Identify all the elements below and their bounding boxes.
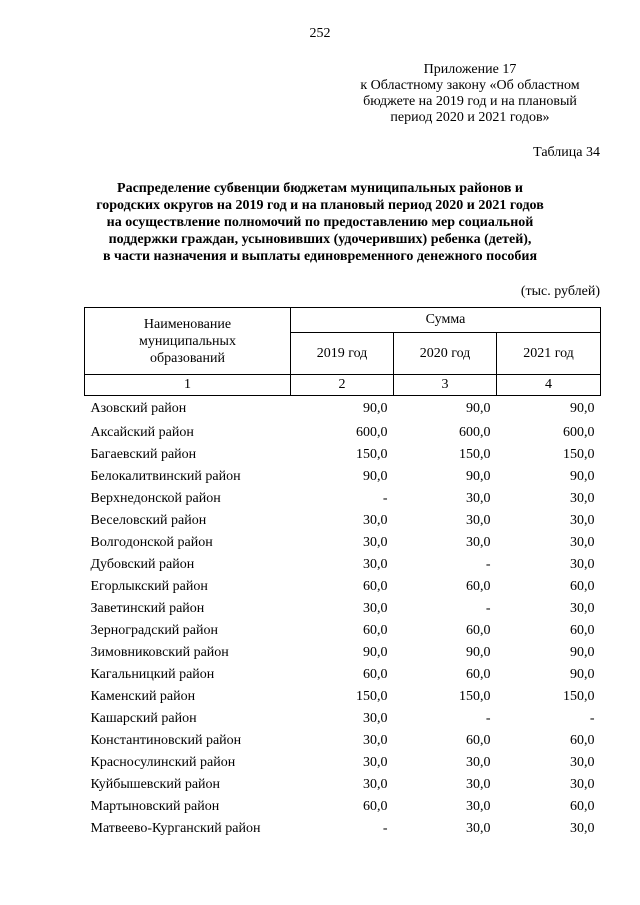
value-2020: 30,0 [466, 798, 491, 814]
value-2021: 30,0 [570, 600, 595, 616]
value-2019: 30,0 [363, 754, 388, 770]
value-2020: 90,0 [466, 468, 491, 484]
title-line-1: Распределение субвенции бюджетам муниципальных районов и [117, 181, 523, 196]
header-row-top [85, 308, 601, 333]
table-row [85, 708, 601, 730]
appendix-header [340, 62, 600, 126]
value-2021: 60,0 [570, 732, 595, 748]
column-number: 2 [291, 375, 394, 396]
value-2021: 60,0 [570, 798, 595, 814]
municipality-name: Кашарский район [90, 710, 197, 726]
municipality-name: Дубовский район [90, 556, 195, 572]
table-row [85, 774, 601, 796]
value-2019: 30,0 [363, 710, 388, 726]
value-2020: 150,0 [459, 446, 491, 462]
value-2020: 90,0 [466, 644, 491, 660]
table-row [85, 422, 601, 444]
value-2020: 30,0 [466, 534, 491, 550]
table-row [85, 488, 601, 510]
municipality-name: Аксайский район [90, 424, 194, 440]
table-label: Таблица 34 [533, 145, 600, 160]
table-row [85, 752, 601, 774]
value-2019: 30,0 [363, 600, 388, 616]
header-name-line-2: муниципальных [139, 333, 236, 349]
title-line-2: городских округов на 2019 год и на плановый период 2020 и 2021 годов [96, 198, 544, 213]
subvention-table [84, 307, 601, 840]
column-number-row [85, 375, 601, 396]
value-2021: 30,0 [570, 820, 595, 836]
value-2021: 30,0 [570, 556, 595, 572]
value-2019: 30,0 [363, 534, 388, 550]
value-2019: 60,0 [363, 666, 388, 682]
value-2019: 90,0 [363, 400, 388, 416]
value-2020: 60,0 [466, 666, 491, 682]
column-number: 1 [85, 375, 291, 396]
value-2019: 60,0 [363, 798, 388, 814]
municipality-name: Зерноградский район [90, 622, 218, 638]
units-label: (тыс. рублей) [520, 284, 600, 299]
value-2021: 30,0 [570, 512, 595, 528]
value-2019: 600,0 [356, 424, 388, 440]
table-row [85, 642, 601, 664]
municipality-name: Красносулинский район [90, 754, 236, 770]
value-2021: 60,0 [570, 578, 595, 594]
table-row [85, 730, 601, 752]
value-2021: 600,0 [563, 424, 595, 440]
table-row [85, 796, 601, 818]
value-2021: 150,0 [563, 688, 595, 704]
value-2020: - [485, 710, 491, 726]
municipality-name: Каменский район [90, 688, 196, 704]
table-row [85, 444, 601, 466]
municipality-name: Азовский район [90, 400, 187, 416]
value-2020: - [485, 600, 491, 616]
municipality-name: Константиновский район [90, 732, 242, 748]
value-2019: 60,0 [363, 578, 388, 594]
appendix-line-4: период 2020 и 2021 годов» [390, 110, 550, 125]
header-name-line-3: образований [150, 350, 225, 366]
appendix-line-2: к Областному закону «Об областном [360, 78, 580, 93]
value-2021: 30,0 [570, 490, 595, 506]
value-2020: 60,0 [466, 578, 491, 594]
municipality-name: Матвеево-Курганский район [90, 820, 261, 836]
table-row [85, 598, 601, 620]
header-name-cell [85, 308, 291, 375]
table-row [85, 664, 601, 686]
municipality-name: Егорлыкский район [90, 578, 208, 594]
page-number: 252 [309, 26, 331, 41]
value-2021: 30,0 [570, 534, 595, 550]
value-2021: 90,0 [570, 666, 595, 682]
municipality-name: Куйбышевский район [90, 776, 221, 792]
appendix-line-3: бюджете на 2019 год и на плановый [363, 94, 577, 109]
value-2019: 60,0 [363, 622, 388, 638]
header-year-2019: 2019 год [291, 333, 394, 375]
municipality-name: Мартыновский район [90, 798, 220, 814]
table-row [85, 466, 601, 488]
value-2019: 150,0 [356, 446, 388, 462]
value-2020: 30,0 [466, 776, 491, 792]
table-row [85, 620, 601, 642]
value-2019: 90,0 [363, 644, 388, 660]
value-2021: 90,0 [570, 400, 595, 416]
column-number: 4 [497, 375, 601, 396]
value-2019: 30,0 [363, 776, 388, 792]
municipality-name: Веселовский район [90, 512, 207, 528]
header-name-line-1: Наименование [143, 316, 232, 332]
title-line-3: на осуществление полномочий по предоставлению мер социальной [106, 215, 534, 230]
value-2019: - [382, 490, 388, 506]
table-row [85, 532, 601, 554]
value-2019: 30,0 [363, 512, 388, 528]
table-row [85, 818, 601, 840]
header-year-2020: 2020 год [394, 333, 497, 375]
appendix-line-1: Приложение 17 [423, 62, 517, 77]
value-2021: 30,0 [570, 776, 595, 792]
value-2020: 90,0 [466, 400, 491, 416]
table-row [85, 686, 601, 708]
document-title [80, 180, 560, 265]
header-sum: Сумма [291, 308, 601, 333]
value-2020: 60,0 [466, 732, 491, 748]
value-2019: 150,0 [356, 688, 388, 704]
table-row [85, 554, 601, 576]
title-line-5: в части назначения и выплаты единовременного денежного пособия [102, 249, 538, 264]
value-2019: 30,0 [363, 732, 388, 748]
municipality-name: Волгодонской район [90, 534, 213, 550]
value-2020: 150,0 [459, 688, 491, 704]
table-row [85, 510, 601, 532]
municipality-name: Кагальницкий район [90, 666, 215, 682]
value-2021: 60,0 [570, 622, 595, 638]
value-2020: 30,0 [466, 820, 491, 836]
value-2021: 90,0 [570, 468, 595, 484]
column-number: 3 [394, 375, 497, 396]
municipality-name: Верхнедонской район [90, 490, 221, 506]
value-2020: 600,0 [459, 424, 491, 440]
value-2021: 90,0 [570, 644, 595, 660]
value-2019: 90,0 [363, 468, 388, 484]
municipality-name: Багаевский район [90, 446, 197, 462]
title-line-4: поддержки граждан, усыновивших (удочеривших) ребенка (детей), [108, 232, 532, 247]
value-2020: 30,0 [466, 490, 491, 506]
value-2019: 30,0 [363, 556, 388, 572]
municipality-name: Заветинский район [90, 600, 205, 616]
value-2020: 30,0 [466, 512, 491, 528]
municipality-name: Зимовниковский район [90, 644, 229, 660]
value-2019: - [382, 820, 388, 836]
value-2020: - [485, 556, 491, 572]
value-2021: 150,0 [563, 446, 595, 462]
table-body [85, 308, 601, 840]
header-year-2021: 2021 год [497, 333, 601, 375]
municipality-name: Белокалитвинский район [90, 468, 241, 484]
value-2020: 30,0 [466, 754, 491, 770]
table-row [85, 396, 601, 422]
value-2021: - [589, 710, 595, 726]
table-row [85, 576, 601, 598]
value-2021: 30,0 [570, 754, 595, 770]
value-2020: 60,0 [466, 622, 491, 638]
